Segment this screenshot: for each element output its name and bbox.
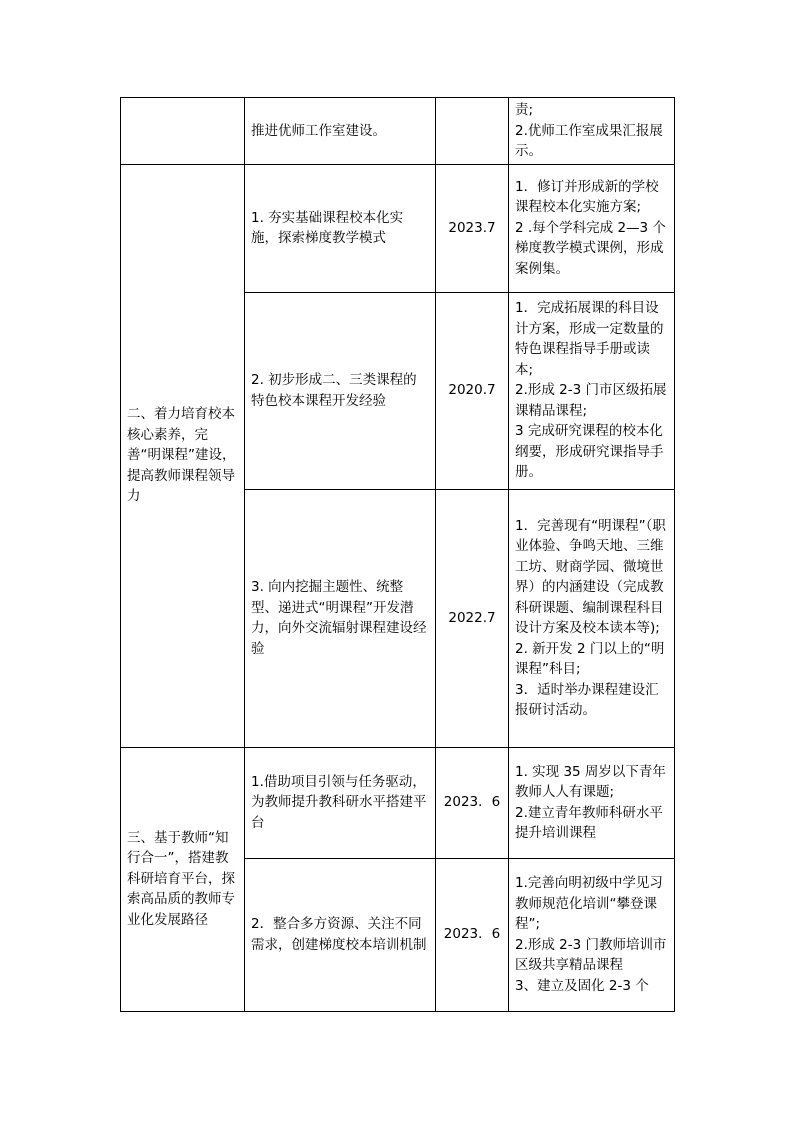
result-item: 2.形成 2-3 门市区级拓展课精品课程; [515,382,667,419]
date-cell: 2020.7 [436,292,509,489]
result-item: 1.完善向明初级中学见习教师规范化培训“攀登课程”; [515,875,663,932]
date-cell [436,98,509,165]
result-cell [509,858,675,1011]
task-cell: 1.借助项目引领与任务驱动，为教师提升教科研水平搭建平台 [245,747,436,858]
result-item: 2.建立青年教师科研水平提升培训课程 [515,804,663,841]
result-item: 3．适时举办课程建设汇报研讨活动。 [515,681,659,718]
result-item: 3 完成研究课程的校本化纲要，形成研究课指导手册。 [515,423,664,481]
table-row [121,164,675,292]
task-cell: 3. 向内挖掘主题性、统整型、递进式“明课程”开发潜力，向外交流辐射课程建设经验 [245,489,436,747]
result-cell [509,747,675,858]
result-item: 2.形成 2-3 门教师培训市区级共享精品课程 [515,936,667,973]
date-cell: 2023．6 [436,747,509,858]
result-item: 2. 新开发 2 门以上的“明课程”科目; [515,640,665,677]
task-cell: 1. 夯实基础课程校本化实施，探索梯度教学模式 [245,164,436,292]
result-cell [509,292,675,489]
result-item: 1．完善现有“明课程”（职业体验、争鸣天地、三维工坊、财商学园、微境世界）的内涵建设（完成教科研课题、编制课程科目设计方案及校本读本等); [515,517,666,636]
result-item: 1. 实现 35 周岁以下青年教师人人有课题; [515,763,666,800]
date-cell: 2023.7 [436,164,509,292]
task-cell: 推进优师工作室建设。 [245,98,436,165]
task-cell: 2．整合多方资源、关注不同需求，创建梯度校本培训机制 [245,858,436,1011]
date-cell: 2023．6 [436,858,509,1011]
result-item: 1．修订并形成新的学校课程校本化实施方案; [515,178,659,216]
result-item: 责; [515,102,534,118]
table-row [121,98,675,165]
plan-table [120,97,675,1012]
table-row [121,747,675,858]
result-item: 2 .每个学科完成 2—3 个梯度教学模式课例，形成案例集。 [515,219,666,277]
result-cell [509,489,675,747]
goal-cell: 三、基于教师“知行合一”，搭建教科研培育平台，探索高品质的教师专业化发展路径 [121,747,245,1011]
result-cell [509,164,675,292]
result-item: 1．完成拓展课的科目设计方案，形成一定数量的特色课程指导手册或读本; [515,300,664,378]
goal-cell: 二、着力培育校本核心素养，完善“明课程”建设，提高教师课程领导力 [121,164,245,747]
goal-cell [121,98,245,165]
task-cell: 2. 初步形成二、三类课程的特色校本课程开发经验 [245,292,436,489]
result-item: 3、建立及固化 2-3 个 [515,977,649,994]
result-cell [509,98,675,165]
date-cell: 2022.7 [436,489,509,747]
result-item: 2.优师工作室成果汇报展示。 [515,122,663,159]
